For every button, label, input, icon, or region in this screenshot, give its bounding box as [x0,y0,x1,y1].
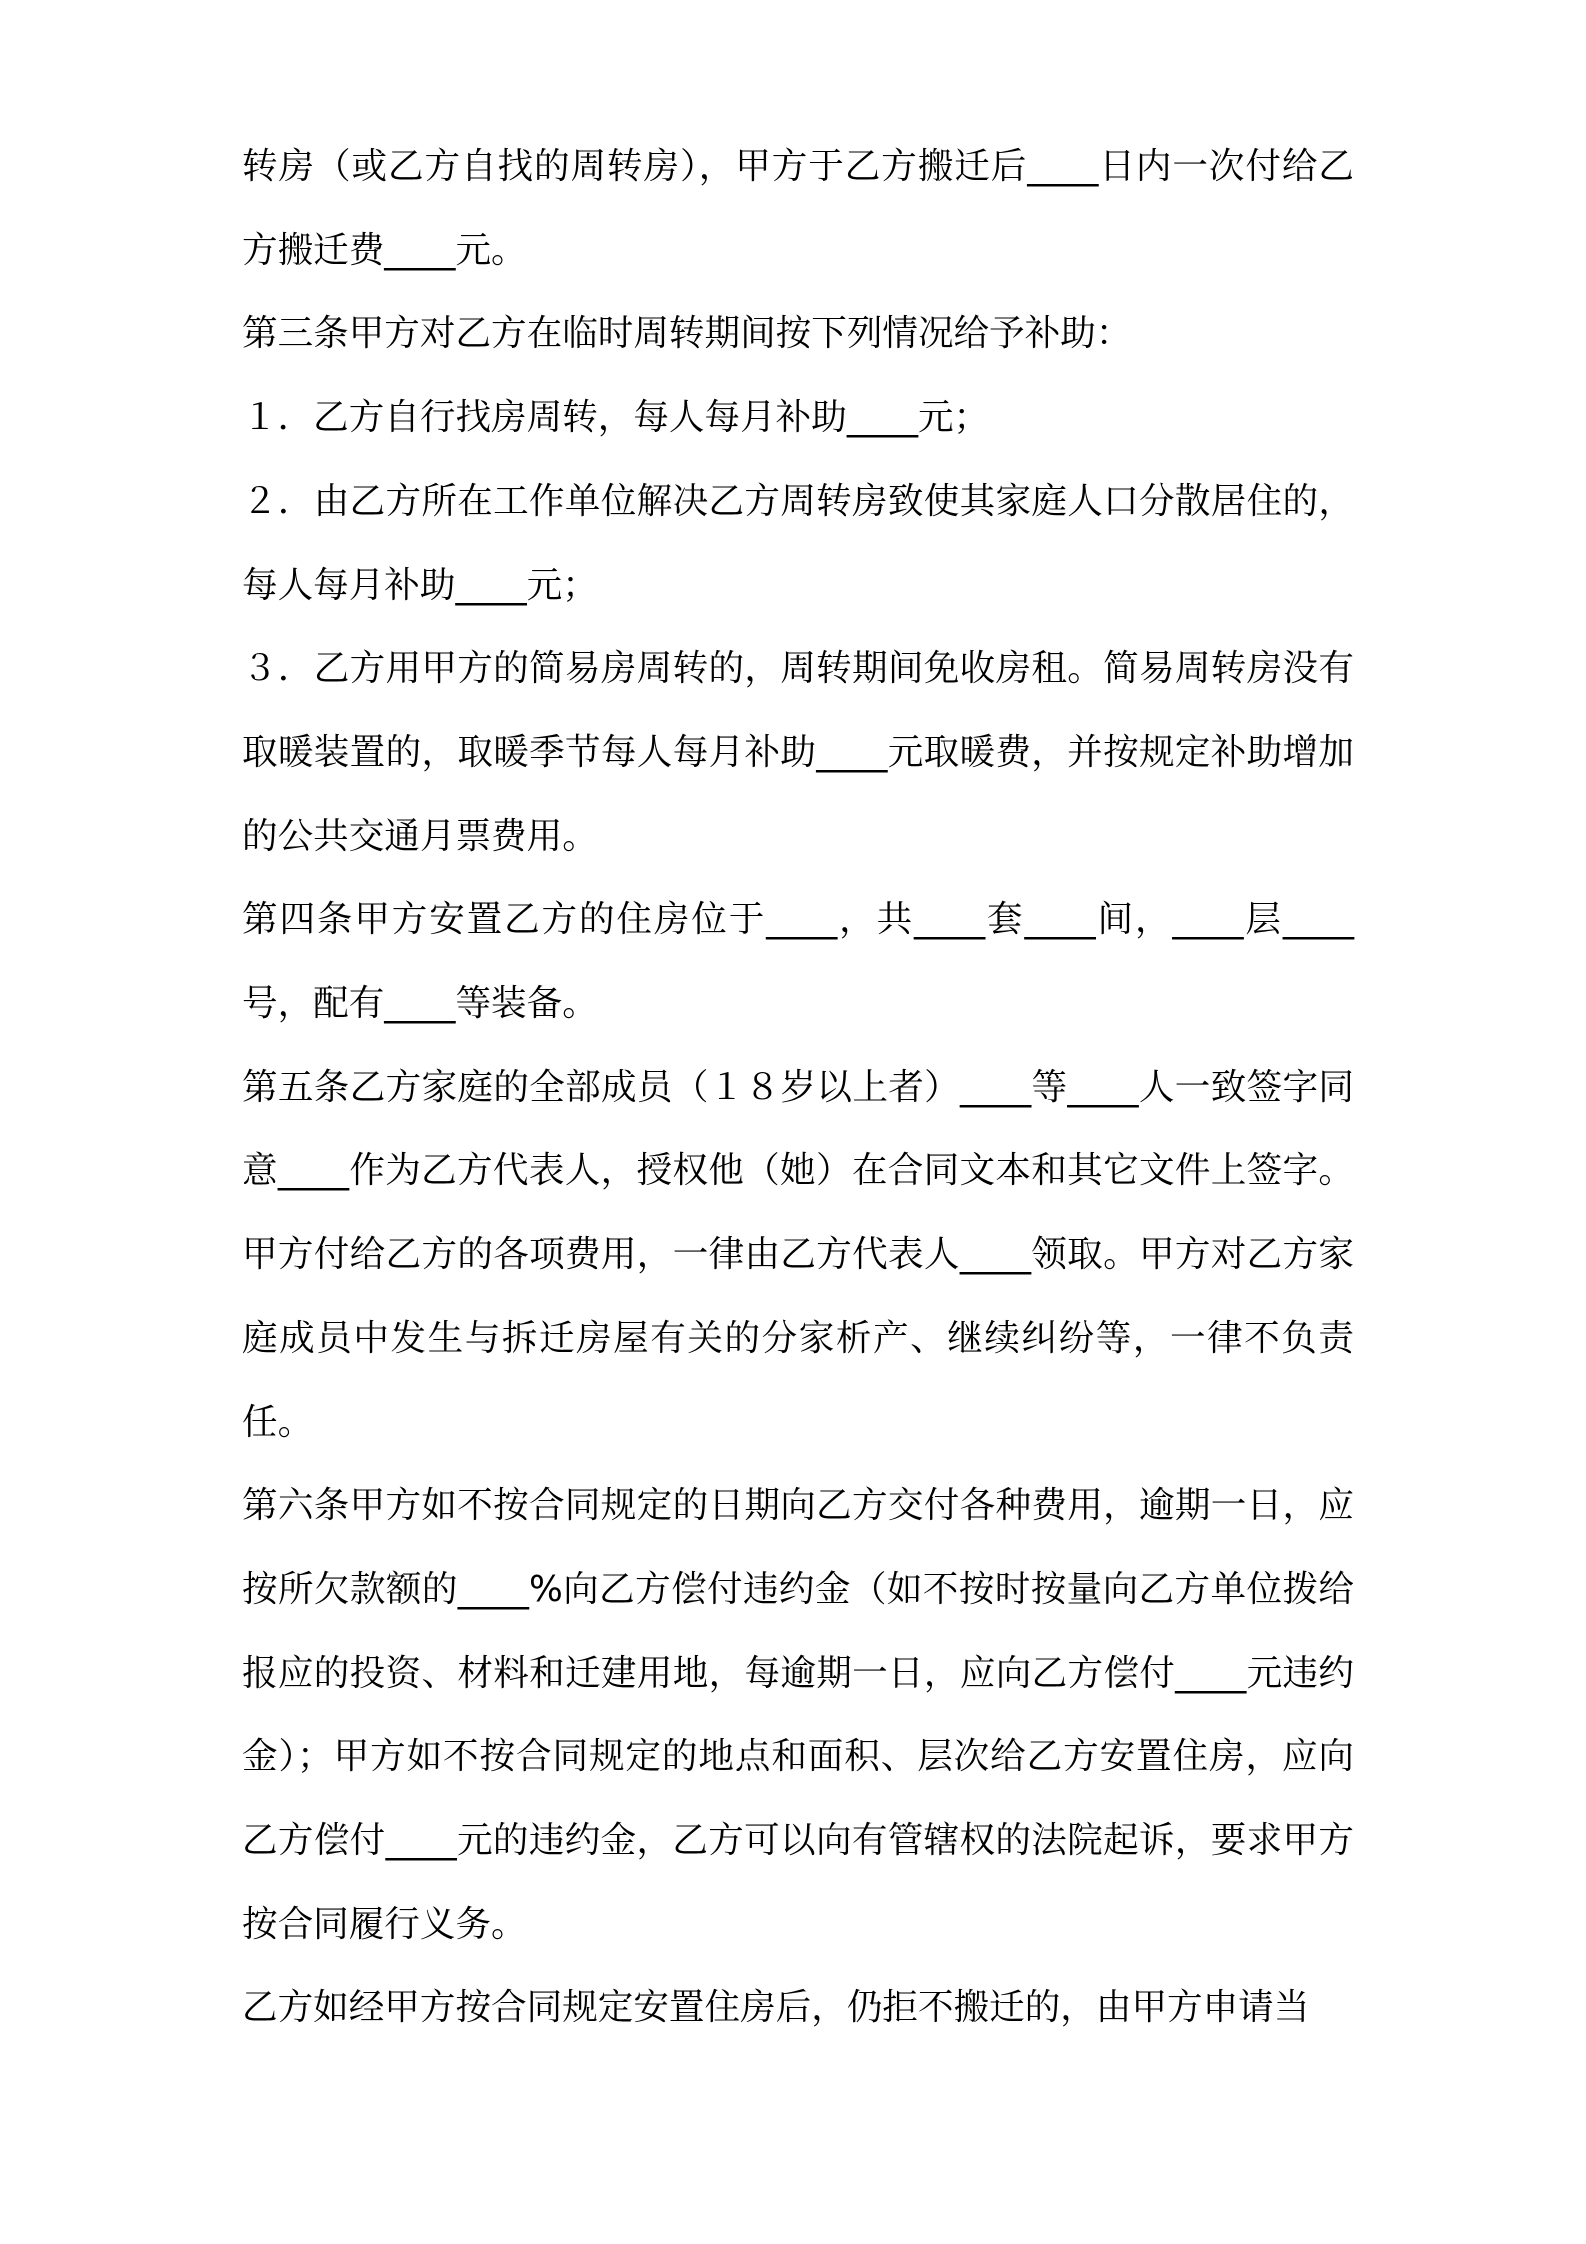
paragraph-article-3-item-3: ３．乙方用甲方的简易房周转的，周转期间免收房租。简易周转房没有取暖装置的，取暖季节每人每月补助____元取暖费，并按规定补助增加的公共交通月票费用。 [242,648,1354,857]
document-page [242,125,1354,2050]
paragraph-article-4: 第四条甲方安置乙方的住房位于____，共____套____间，____层____号，配有____等装备。 [242,899,1354,1025]
paragraph-party-b-refusal: 乙方如经甲方按合同规定安置住房后，仍拒不搬迁的，由甲方申请当 [242,1987,1310,2029]
paragraph-article-6: 第六条甲方如不按合同规定的日期向乙方交付各种费用，逾期一日，应按所欠款额的____%向乙方偿付违约金（如不按时按量向乙方单位拨给报应的投资、材料和迁建用地，每逾期一日，应向乙方偿付____元违约金）；甲方如不按合同规定的地点和面积、层次给乙方安置住房，应向乙方偿付____元的违约金，乙方可以向有管辖权的法院起诉，要求甲方按合同履行义务。 [242,1485,1354,1945]
paragraph-article-5: 第五条乙方家庭的全部成员（１８岁以上者）____等____人一致签字同意____作为乙方代表人，授权他（她）在合同文本和其它文件上签字。甲方付给乙方的各项费用，一律由乙方代表人____领取。甲方对乙方家庭成员中发生与拆迁房屋有关的分家析产、继续纠纷等，一律不负责任。 [242,1066,1354,1443]
paragraph-article-3: 第三条甲方对乙方在临时周转期间按下列情况给予补助： [242,313,1132,355]
paragraph-article-3-item-2: ２．由乙方所在工作单位解决乙方周转房致使其家庭人口分散居住的，每人每月补助____元； [242,480,1354,606]
paragraph-article-3-item-1: １．乙方自行找房周转，每人每月补助____元； [242,397,990,439]
paragraph-relocation-fee: 转房（或乙方自找的周转房），甲方于乙方搬迁后____日内一次付给乙方搬迁费____元。 [242,146,1354,271]
